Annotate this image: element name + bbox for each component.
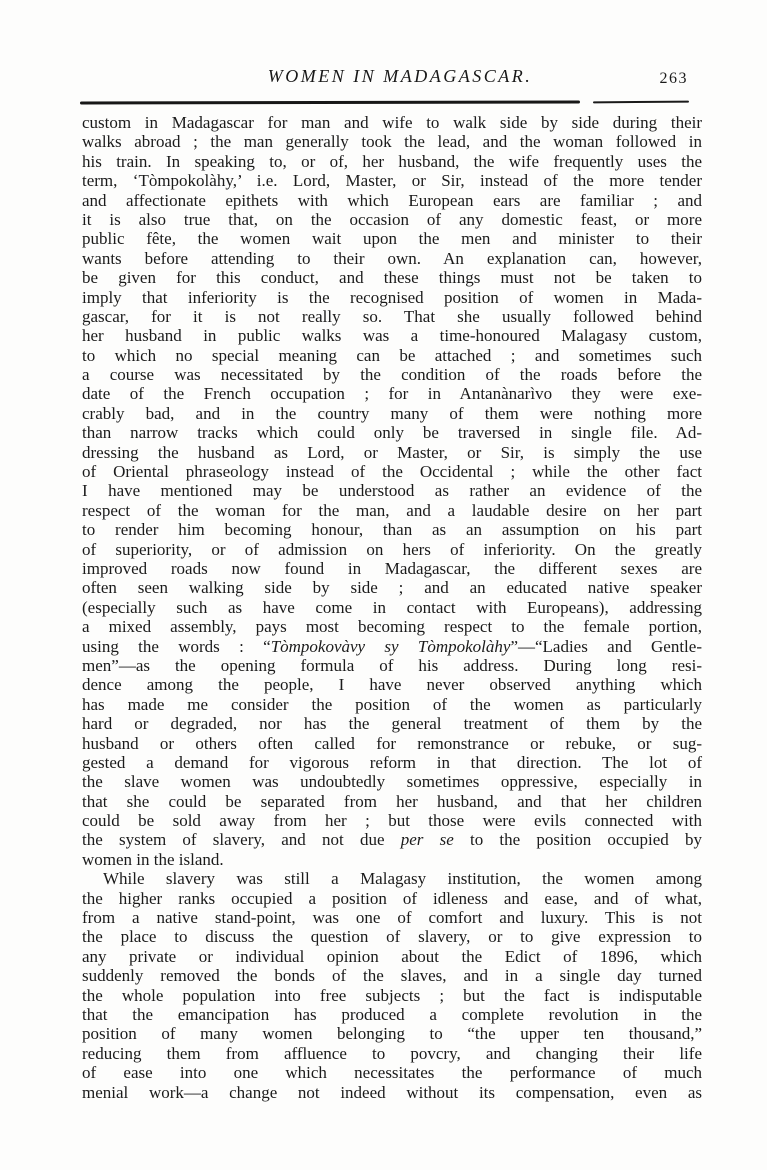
text-line: it is also true that, on the occasion of any domestic feast, or more <box>82 209 702 229</box>
header-rule-gap <box>580 102 593 103</box>
text-line: custom in Madagascar for man and wife to walk side by side during their <box>82 113 702 132</box>
text-line: and affectionate epithets with which European ears are familiar ; and <box>82 190 702 210</box>
text-line: husband or others often called for remonstrance or rebuke, or sug- <box>82 733 702 753</box>
text-line: could be sold away from her ; but those were evils connected with <box>82 811 702 831</box>
header-rule-left-segment <box>80 100 580 104</box>
text-line: using the words : “Tòmpokovàvy sy Tòmpokolàhy”—“Ladies and Gentle- <box>82 636 702 656</box>
page-number: 263 <box>659 70 688 87</box>
text-line: that the emancipation has produced a complete revolution in the <box>82 1004 702 1024</box>
text-line: often seen walking side by side ; and an educated native speaker <box>82 578 702 598</box>
text-line: improved roads now found in Madagascar, the different sexes are <box>82 558 702 578</box>
text-line: has made me consider the position of the women as particularly <box>82 694 702 714</box>
text-line: gested a demand for vigorous reform in that direction. The lot of <box>82 752 702 772</box>
text-line: imply that inferiority is the recognised position of women in Mada- <box>82 287 702 307</box>
text-line: of Oriental phraseology instead of the Occidental ; while the other fact <box>82 462 702 482</box>
text-line: of ease into one which necessitates the performance of much <box>82 1063 702 1083</box>
italic-phrase: Tòmpokovàvy sy Tòmpokolàhy <box>270 636 511 656</box>
text-line: from a native stand-point, was one of comfort and luxury. This is not <box>82 908 702 928</box>
text-line: to render him becoming honour, than as an assumption on his part <box>82 520 702 540</box>
text-line: reducing them from affluence to povcry, and changing their life <box>82 1043 702 1063</box>
text-line: that she could be separated from her husband, and that her children <box>82 791 702 811</box>
text-line: a mixed assembly, pays most becoming respect to the female portion, <box>82 617 702 637</box>
text-line: a course was necessitated by the condition of the roads before the <box>82 365 702 385</box>
text-line: term, ‘Tòmpokolàhy,’ i.e. Lord, Master, or Sir, instead of the more tender <box>82 171 702 191</box>
text-block <box>82 113 702 1102</box>
text-line: men”—as the opening formula of his address. During long resi- <box>82 655 702 675</box>
text-line: menial work—a change not indeed without its compensation, even as <box>82 1082 702 1102</box>
text-line: his train. In speaking to, or of, her husband, the wife frequently uses the <box>82 151 702 171</box>
text-line: suddenly removed the bonds of the slaves, and in a single day turned <box>82 966 702 986</box>
text-line: be given for this conduct, and these things must not be taken to <box>82 268 702 288</box>
text-line: position of many women belonging to “the upper ten thousand,” <box>82 1024 702 1044</box>
text-line: While slavery was still a Malagasy institution, the women among <box>103 869 702 889</box>
text-line: dence among the people, I have never observed anything which <box>82 675 702 695</box>
text-line: of superiority, or of admission on hers of inferiority. On the greatly <box>82 539 702 559</box>
text-line: her husband in public walks was a time-honoured Malagasy custom, <box>82 326 702 346</box>
text-line: than narrow tracks which could only be traversed in single file. Ad- <box>82 423 702 443</box>
text-line: women in the island. <box>82 849 224 869</box>
header-rule <box>80 100 700 104</box>
text-line: to which no special meaning can be attached ; and sometimes such <box>82 345 702 365</box>
text-line: gascar, for it is not really so. That she usually followed behind <box>82 306 702 326</box>
text-line: crably bad, and in the country many of them were nothing more <box>82 403 702 423</box>
text-line: wants before attending to their own. An explanation can, however, <box>82 248 702 268</box>
text-line: dressing the husband as Lord, or Master, or Sir, is simply the use <box>82 442 702 462</box>
italic-phrase: per se <box>400 830 454 850</box>
running-head: WOMEN IN MADAGASCAR. <box>267 66 533 86</box>
text-line: date of the French occupation ; for in Antanànarìvo they were exe- <box>82 384 702 404</box>
header-rule-right-segment <box>593 100 689 103</box>
text-line: the place to discuss the question of slavery, or to give expression to <box>82 927 702 947</box>
text-line: the whole population into free subjects ; but the fact is indisputable <box>82 985 702 1005</box>
text-line: hard or degraded, nor has the general treatment of them by the <box>82 714 702 734</box>
text-line: the system of slavery, and not due per se to the position occupied by <box>82 830 702 850</box>
text-line: any private or individual opinion about the Edict of 1896, which <box>82 946 702 966</box>
text-line: (especially such as have come in contact with Europeans), addressing <box>82 597 702 617</box>
text-line: respect of the woman for the man, and a laudable desire on her part <box>82 500 702 520</box>
text-line: the higher ranks occupied a position of idleness and ease, and of what, <box>82 888 702 908</box>
text-line: the slave women was undoubtedly sometimes oppressive, especially in <box>82 772 702 792</box>
text-line: public fête, the women wait upon the men and minister to their <box>82 229 702 249</box>
text-line: I have mentioned may be understood as rather an evidence of the <box>82 481 702 501</box>
text-line: walks abroad ; the man generally took the lead, and the woman followed in <box>82 132 702 152</box>
